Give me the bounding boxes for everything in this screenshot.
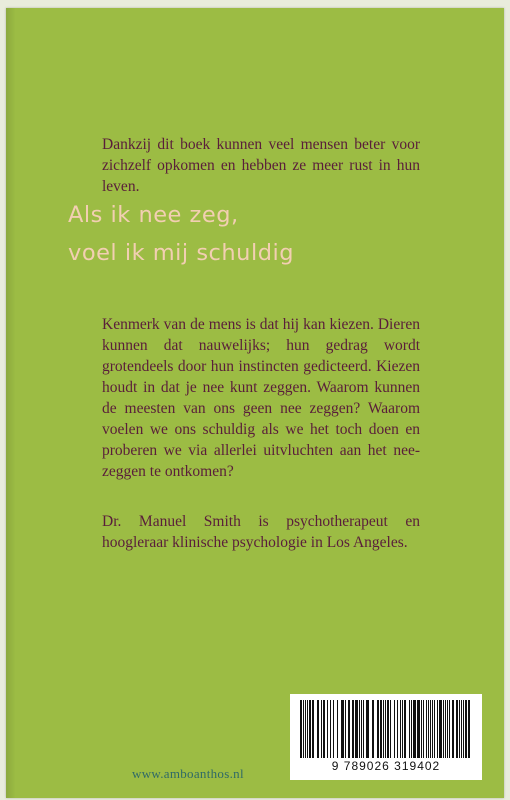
barcode-icon	[298, 700, 474, 758]
book-title	[68, 196, 294, 272]
barcode	[290, 694, 482, 780]
book-back-cover	[6, 8, 504, 798]
title-line-1: Als ik nee zeg,	[68, 202, 239, 228]
isbn-number: 9 789026 319402	[331, 759, 441, 773]
description-paragraph: Kenmerk van de mens is dat hij kan kiezen. Dieren kunnen dat nauwelijks; hun gedrag wordt grotendeels door hun instincten gedicteerd. Kiezen houdt in dat je nee kunt zeggen. Waarom kunnen de meesten van ons geen nee zeggen? Waarom voelen we ons schuldig als we het toch doen en proberen we via allerlei uitvluchten aan het nee-zeggen te ontkomen?	[102, 315, 420, 480]
intro-paragraph: Dankzij dit boek kunnen veel mensen beter voor zichzelf opkomen en hebben ze meer rust in hun leven.	[102, 135, 420, 195]
title-line-2: voel ik mij schuldig	[68, 240, 295, 266]
publisher-website: www.amboanthos.nl	[132, 766, 244, 781]
author-bio: Dr. Manuel Smith is psychotherapeut en hoogleraar klinische psychologie in Los Angeles.	[102, 512, 420, 551]
